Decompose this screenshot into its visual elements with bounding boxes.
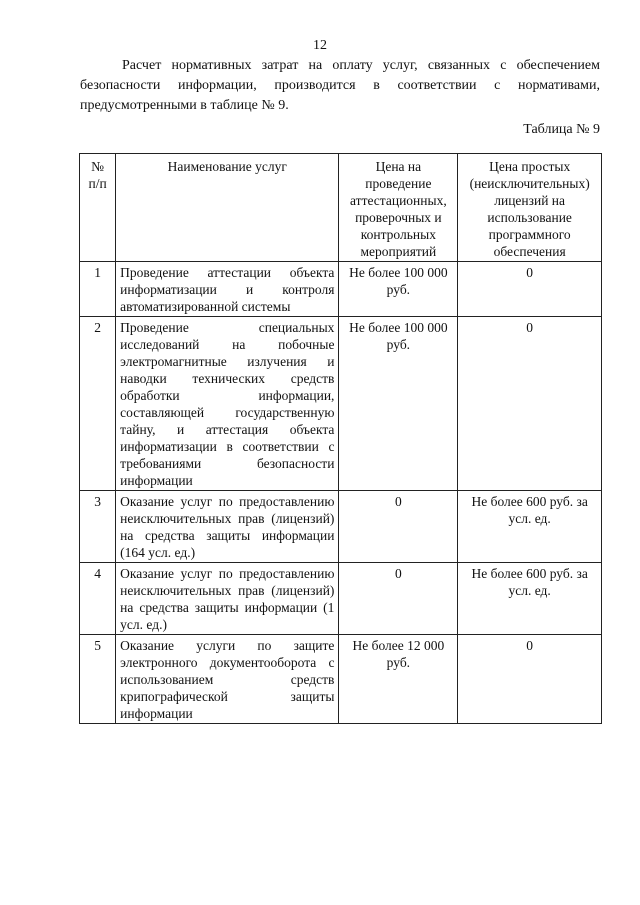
table-header-row	[80, 154, 602, 262]
row-inspection-price: 0	[339, 563, 458, 635]
intro-paragraph	[80, 56, 600, 116]
row-num: 4	[80, 563, 116, 635]
row-service-name: Оказание услуги по защите электронного документооборота с использованием средств крипографической защиты информации	[116, 635, 339, 724]
row-service-name: Проведение специальных исследований на побочные электромагнитные излучения и наводки технических средств обработки информации, составляющей государственную тайну, и аттестация объекта информатизации в соответствии с требованиями безопасности информации	[116, 317, 339, 491]
header-inspection-price: Цена на проведение аттестационных, проверочных и контрольных мероприятий	[339, 154, 458, 262]
row-num: 2	[80, 317, 116, 491]
row-inspection-price: Не более 100 000 руб.	[339, 317, 458, 491]
row-license-price: 0	[458, 635, 602, 724]
row-service-name: Оказание услуг по предоставлению неисключительных прав (лицензий) на средства защиты информации (164 усл. ед.)	[116, 491, 339, 563]
table-row	[80, 317, 602, 491]
intro-line: безопасности информации, производится в соответствии с нормативами,	[80, 78, 600, 93]
row-license-price: 0	[458, 317, 602, 491]
row-inspection-price: Не более 12 000 руб.	[339, 635, 458, 724]
row-service-name: Проведение аттестации объекта информатизации и контроля автоматизированной системы	[116, 262, 339, 317]
intro-line: предусмотренными в таблице № 9.	[80, 98, 289, 113]
row-inspection-price: Не более 100 000 руб.	[339, 262, 458, 317]
table-row	[80, 491, 602, 563]
header-license-price: Цена простых (неисключительных) лицензий на использование программного обеспечения	[458, 154, 602, 262]
row-license-price: 0	[458, 262, 602, 317]
table-row	[80, 635, 602, 724]
header-num: № п/п	[80, 154, 116, 262]
row-service-name: Оказание услуг по предоставлению неисключительных прав (лицензий) на средства защиты информации (1 усл. ед.)	[116, 563, 339, 635]
intro-line: Расчет нормативных затрат на оплату услуг, связанных с обеспечением	[122, 58, 600, 73]
row-num: 1	[80, 262, 116, 317]
row-license-price: Не более 600 руб. за усл. ед.	[458, 563, 602, 635]
row-num: 5	[80, 635, 116, 724]
row-inspection-price: 0	[339, 491, 458, 563]
table-caption: Таблица № 9	[523, 122, 600, 137]
row-license-price: Не более 600 руб. за усл. ед.	[458, 491, 602, 563]
table-row	[80, 563, 602, 635]
page-number: 12	[313, 38, 327, 53]
row-num: 3	[80, 491, 116, 563]
header-service-name: Наименование услуг	[116, 154, 339, 262]
services-cost-table	[79, 153, 602, 724]
table-row	[80, 262, 602, 317]
